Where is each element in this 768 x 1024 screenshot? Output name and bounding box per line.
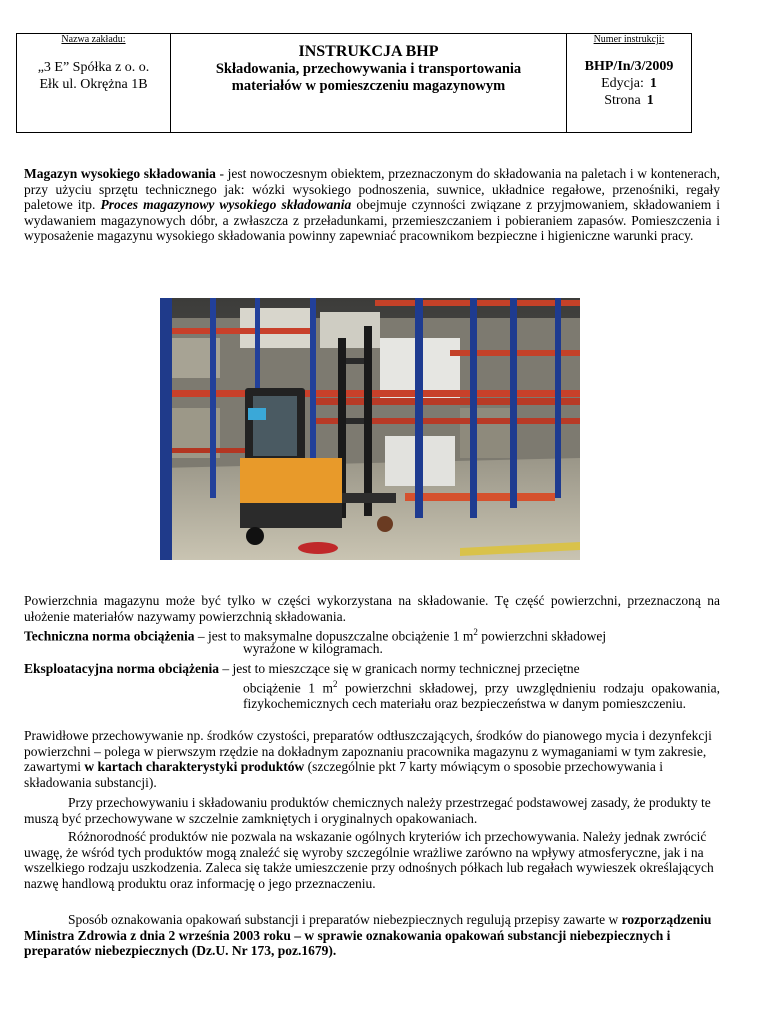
storage-text1: Prawidłowe przechowywanie np. środków czystości, preparatów odtłuszczających, środków do pianowego mycia i dezynfekcji powierzchni – polega w pierwszym rzędzie na dokładnym zapoznaniu pracownika magazynu z wymaganiami w tym zakresie, zawartymi [24,728,712,775]
intro-term: Magazyn wysokiego składowania [24,166,216,181]
company-name: „3 E” Spółka z o. o. [37,60,150,75]
chemical-storage-paragraph: Przy przechowywaniu i składowaniu produktów chemicznych należy przestrzegać podstawowej zasady, że produkty te muszą być przechowywane w szczelnie zamkniętych i oryginalnych opakowaniach. [24,795,711,826]
intro-text2: obejmuje czynności związane z przyjmowaniem, składowaniem i wydawaniem magazynowych dóbr, a zwłaszcza z przeładunkami, przemieszczaniem i pobieraniem zapasów. Pomieszczenia i wyposażenie magazynu wysokiego składowania powinny zapewniać pracownikom bezpieczne i higieniczne warunki pracy. [24,197,721,244]
labeling-paragraph [24,912,720,959]
technical-norm-sup: 2 [473,627,478,637]
intro-paragraph [24,166,720,244]
labeling-text: Sposób oznakowania opakowań substancji i preparatów niebezpiecznych regulują przepisy zawarte w [68,912,622,927]
surface-paragraph: Powierzchnia magazynu może być tylko w części wykorzystana na składowanie. Tę część powierzchni, przeznaczoną na ułożenie materiałów nazywamy powierzchnią składowania. [24,593,720,624]
edition-line [567,75,691,92]
technical-norm-text: – jest to maksymalne dopuszczalne obciążenie 1 m [194,628,474,644]
document-header [16,33,692,133]
labeling-bold: rozporządzeniu Ministra Zdrowia z dnia 2 września 2003 roku – w sprawie oznakowania opakowań substancji niebezpiecznych i preparatów niebezpiecznych (Dz.U. Nr 173, poz.1679). [24,912,712,959]
exploitation-norm-text-cont1: obciążenie 1 m [243,680,333,696]
title-cell [171,34,567,132]
intro-text1: - jest nowoczesnym obiektem, przeznaczonym do składowania na paletach i w kontenerach, przy użyciu sprzętu technicznego jak: wózki wysokiego podnoszenia, suwnice, układnice regałowe, przenośniki, regały paletowe itp. [24,166,721,213]
exploitation-norm-term: Eksploatacyjna norma obciążenia [24,661,220,676]
exploitation-norm-text-cont1b: powierzchni składowej, przy uwzględnieniu rodzaju opakowania, fizykochemicznych cech materiału oraz bezpieczeństwa w danym pomieszczeniu. [243,680,720,712]
company-address: Ełk ul. Okrężna 1B [39,77,148,92]
instruction-label: Numer instrukcji: [593,34,665,45]
intro-term2: Proces magazynowy wysokiego składowania [100,197,352,213]
instruction-number: BHP/In/3/2009 [584,59,674,74]
technical-norm-term: Techniczna norma obciążenia [24,628,195,644]
technical-norm-continuation: wyrażone w kilogramach. [243,641,383,656]
instruction-cell [567,34,691,132]
page-line [567,92,691,109]
page-label: Strona [604,93,641,108]
document-title: INSTRUKCJA BHP [298,43,439,60]
exploitation-norm-continuation [24,677,720,712]
storage-paragraph [24,728,720,790]
edition-label: Edycja: [601,76,644,91]
company-label: Nazwa zakładu: [61,34,126,45]
technical-norm-text-end: powierzchni składowej [477,628,607,644]
document-subtitle-line2: materiałów w pomieszczeniu magazynowym [231,78,506,94]
exploitation-norm-text: – jest to mieszczące się w granicach normy technicznej przeciętne [219,661,580,676]
page-value: 1 [646,93,654,108]
edition-value: 1 [649,76,657,91]
storage-bold: w kartach charakterystyki produktów [84,759,305,775]
storage-text2: (szczególnie pkt 7 karty mówiącym o sposobie przechowywania i składowania substancji). [24,759,664,790]
exploitation-norm-definition [24,661,720,677]
exploitation-norm-sup: 2 [333,679,338,689]
product-variety-paragraph: Różnorodność produktów nie pozwala na wskazanie ogólnych kryteriów ich przechowywania. Należy jednak zwrócić uwagę, że wśród tych produktów mogą znaleźć się wyroby szczególnie wrażliwe zarówno na wpływy atmosferyczne, jak i na wszelkiego rodzaju uszkodzenia. Zaleca się także umieszczenie przy odnośnych półkach lub regałach wywieszek określających nazwę handlową produktu oraz informację o jego przeznaczeniu. [24,829,714,891]
warehouse-forklift-photo [160,298,580,560]
document-subtitle-line1: Składowania, przechowywania i transportowania [215,61,522,77]
company-cell [17,34,171,132]
